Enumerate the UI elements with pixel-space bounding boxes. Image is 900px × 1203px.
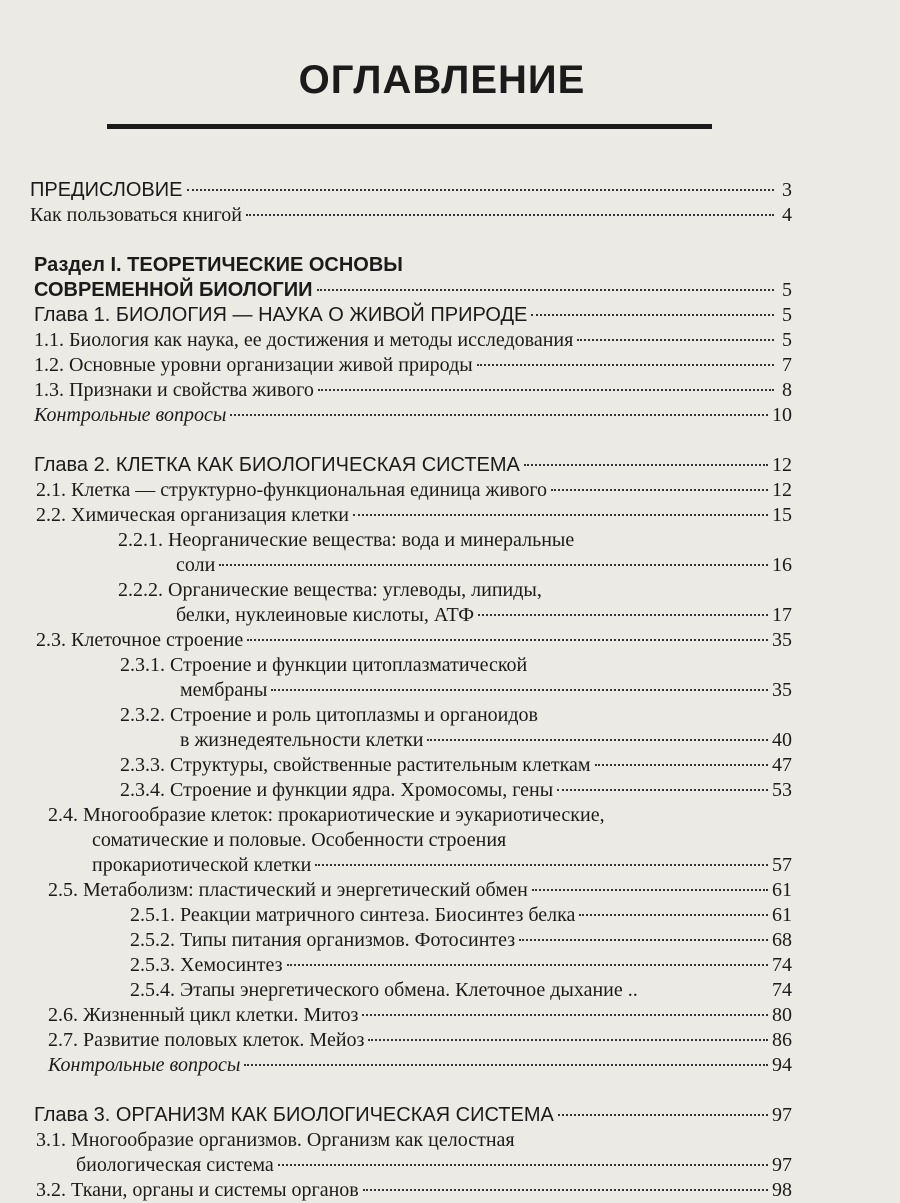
toc-entry[interactable]	[30, 378, 792, 403]
entry-title: 2.5.2. Типы питания организмов. Фотосинтез	[130, 929, 516, 951]
dot-leader	[478, 614, 768, 616]
entry-page: 94	[772, 1054, 792, 1076]
entry-page: 15	[772, 504, 792, 526]
toc-entry-chapter-2[interactable]	[30, 453, 792, 478]
entry-page: 16	[772, 554, 792, 576]
toc-entry[interactable]	[30, 878, 792, 903]
entry-title: в жизнедеятельности клетки	[180, 729, 424, 751]
toc-entry[interactable]	[30, 953, 792, 978]
entry-page: 5	[782, 279, 792, 301]
entry-page: 80	[772, 1004, 792, 1026]
dot-leader	[362, 1014, 768, 1016]
toc-entry[interactable]: 3.1. Многообразие организмов. Организм как целостная	[36, 1129, 515, 1151]
entry-title: мембраны	[180, 679, 268, 701]
dot-leader	[368, 1039, 768, 1041]
toc-entry[interactable]: 2.4. Многообразие клеток: прокариотические и эукариотические,	[48, 804, 605, 826]
toc-entry-section-1[interactable]	[30, 278, 792, 303]
toc-entry-preface[interactable]	[30, 178, 792, 203]
dot-leader	[246, 214, 774, 216]
toc-entry[interactable]	[30, 553, 792, 578]
toc-entry-chapter-3[interactable]	[30, 1103, 792, 1128]
dot-leader	[579, 914, 768, 916]
toc-entry[interactable]: соматические и половые. Особенности строения	[92, 829, 507, 851]
toc-entry[interactable]	[30, 1003, 792, 1028]
entry-page: 7	[782, 354, 792, 376]
entry-title: 2.5.4. Этапы энергетического обмена. Клеточное дыхание ..	[130, 979, 638, 1001]
entry-page: 8	[782, 379, 792, 401]
dot-leader	[551, 489, 768, 491]
toc-entry[interactable]	[30, 903, 792, 928]
entry-title: прокариотической клетки	[92, 854, 312, 876]
dot-leader	[558, 1114, 768, 1116]
entry-page: 5	[782, 329, 792, 351]
entry-title: 2.1. Клетка — структурно-функциональная единица живого	[36, 479, 548, 501]
table-of-contents	[30, 178, 792, 1203]
dot-leader	[187, 189, 775, 191]
entry-title: 2.2. Химическая организация клетки	[36, 504, 349, 526]
toc-entry[interactable]	[30, 778, 792, 803]
entry-title: Глава 1. БИОЛОГИЯ — НАУКА О ЖИВОЙ ПРИРОДЕ	[34, 304, 528, 326]
entry-title: 2.5.3. Хемосинтез	[130, 954, 283, 976]
toc-entry[interactable]	[30, 753, 792, 778]
dot-leader	[577, 339, 774, 341]
entry-title: белки, нуклеиновые кислоты, АТФ	[176, 604, 475, 626]
entry-title: Глава 2. КЛЕТКА КАК БИОЛОГИЧЕСКАЯ СИСТЕМА	[34, 454, 520, 476]
toc-entry[interactable]: 2.2.2. Органические вещества: углеводы, липиды,	[118, 579, 542, 601]
entry-title: 1.2. Основные уровни организации живой природы	[34, 354, 473, 376]
toc-entry[interactable]	[30, 603, 792, 628]
toc-entry[interactable]	[30, 928, 792, 953]
toc-entry-review-questions[interactable]	[30, 1053, 792, 1078]
toc-entry[interactable]	[30, 978, 792, 1003]
entry-page: 61	[772, 904, 792, 926]
toc-entry[interactable]	[30, 1028, 792, 1053]
entry-title: 1.3. Признаки и свойства живого	[34, 379, 314, 401]
toc-entry[interactable]	[30, 1178, 792, 1203]
entry-title: 2.3.3. Структуры, свойственные растительным клеткам	[120, 754, 591, 776]
dot-leader	[287, 964, 768, 966]
toc-entry-chapter-1[interactable]	[30, 303, 792, 328]
entry-page: 3	[782, 179, 792, 201]
dot-leader	[519, 939, 768, 941]
dot-leader	[477, 364, 774, 366]
entry-title: Контрольные вопросы	[34, 404, 227, 426]
entry-page: 98	[772, 1179, 792, 1201]
spacer	[30, 1078, 792, 1103]
entry-title: Глава 3. ОРГАНИЗМ КАК БИОЛОГИЧЕСКАЯ СИСТЕМА	[34, 1104, 554, 1126]
dot-leader	[315, 864, 768, 866]
entry-title: 2.7. Развитие половых клеток. Мейоз	[48, 1029, 365, 1051]
entry-page: 74	[772, 954, 792, 976]
entry-title: СОВРЕМЕННОЙ БИОЛОГИИ	[34, 279, 313, 301]
entry-page: 12	[772, 479, 792, 501]
entry-page: 35	[772, 679, 792, 701]
entry-page: 47	[772, 754, 792, 776]
toc-entry[interactable]	[30, 503, 792, 528]
toc-entry[interactable]	[30, 1153, 792, 1178]
toc-entry[interactable]	[30, 328, 792, 353]
entry-title: соли	[176, 554, 216, 576]
entry-page: 12	[772, 454, 792, 476]
entry-title: Как пользоваться книгой	[30, 204, 243, 226]
entry-page: 97	[772, 1154, 792, 1176]
entry-title: 2.5. Метаболизм: пластический и энергетический обмен	[48, 879, 528, 901]
toc-entry[interactable]	[30, 853, 792, 878]
entry-page: 74	[772, 979, 792, 1001]
entry-page: 53	[772, 779, 792, 801]
toc-entry-review-questions[interactable]	[30, 403, 792, 428]
dot-leader	[244, 1064, 768, 1066]
dot-leader	[317, 289, 775, 291]
entry-title: 2.5.1. Реакции матричного синтеза. Биосинтез белка	[130, 904, 576, 926]
dot-leader	[247, 639, 768, 641]
dot-leader	[219, 564, 768, 566]
dot-leader	[278, 1164, 768, 1166]
toc-entry[interactable]	[30, 728, 792, 753]
entry-page: 68	[772, 929, 792, 951]
title-rule	[107, 124, 712, 129]
entry-page: 86	[772, 1029, 792, 1051]
entry-page: 4	[782, 204, 792, 226]
entry-title: 1.1. Биология как наука, ее достижения и методы исследования	[34, 329, 574, 351]
toc-entry-how-to-use[interactable]	[30, 203, 792, 228]
entry-title: 3.2. Ткани, органы и системы органов	[36, 1179, 359, 1201]
entry-page: 40	[772, 729, 792, 751]
toc-entry[interactable]	[30, 678, 792, 703]
dot-leader	[531, 314, 774, 316]
entry-title: 2.6. Жизненный цикл клетки. Митоз	[48, 1004, 359, 1026]
toc-entry[interactable]: 2.3.2. Строение и роль цитоплазмы и органоидов	[120, 704, 538, 726]
entry-title: биологическая система	[76, 1154, 274, 1176]
entry-page: 5	[782, 304, 792, 326]
toc-entry[interactable]: 2.3.1. Строение и функции цитоплазматической	[120, 654, 528, 676]
dot-leader	[318, 389, 774, 391]
entry-page: 35	[772, 629, 792, 651]
dot-leader	[532, 889, 768, 891]
dot-leader	[271, 689, 768, 691]
dot-leader	[427, 739, 768, 741]
entry-title: Контрольные вопросы	[48, 1054, 241, 1076]
section-heading[interactable]: Раздел I. ТЕОРЕТИЧЕСКИЕ ОСНОВЫ	[34, 254, 403, 276]
dot-leader	[353, 514, 768, 516]
dot-leader	[524, 464, 768, 466]
toc-entry[interactable]	[30, 628, 792, 653]
entry-page: 57	[772, 854, 792, 876]
spacer	[30, 228, 792, 253]
entry-title: 2.3.4. Строение и функции ядра. Хромосомы, гены	[120, 779, 554, 801]
entry-page: 17	[772, 604, 792, 626]
entry-page: 10	[772, 404, 792, 426]
entry-page: 61	[772, 879, 792, 901]
toc-entry[interactable]	[30, 353, 792, 378]
dot-leader	[595, 764, 768, 766]
entry-title: ПРЕДИСЛОВИЕ	[30, 179, 183, 201]
toc-entry[interactable]: 2.2.1. Неорганические вещества: вода и минеральные	[118, 529, 575, 551]
dot-leader	[363, 1189, 768, 1191]
dot-leader	[230, 414, 768, 416]
dot-leader	[557, 789, 768, 791]
toc-entry[interactable]	[30, 478, 792, 503]
spacer	[30, 428, 792, 453]
entry-page: 97	[772, 1104, 792, 1126]
entry-title: 2.3. Клеточное строение	[36, 629, 244, 651]
page-title: ОГЛАВЛЕНИЕ	[298, 58, 586, 102]
